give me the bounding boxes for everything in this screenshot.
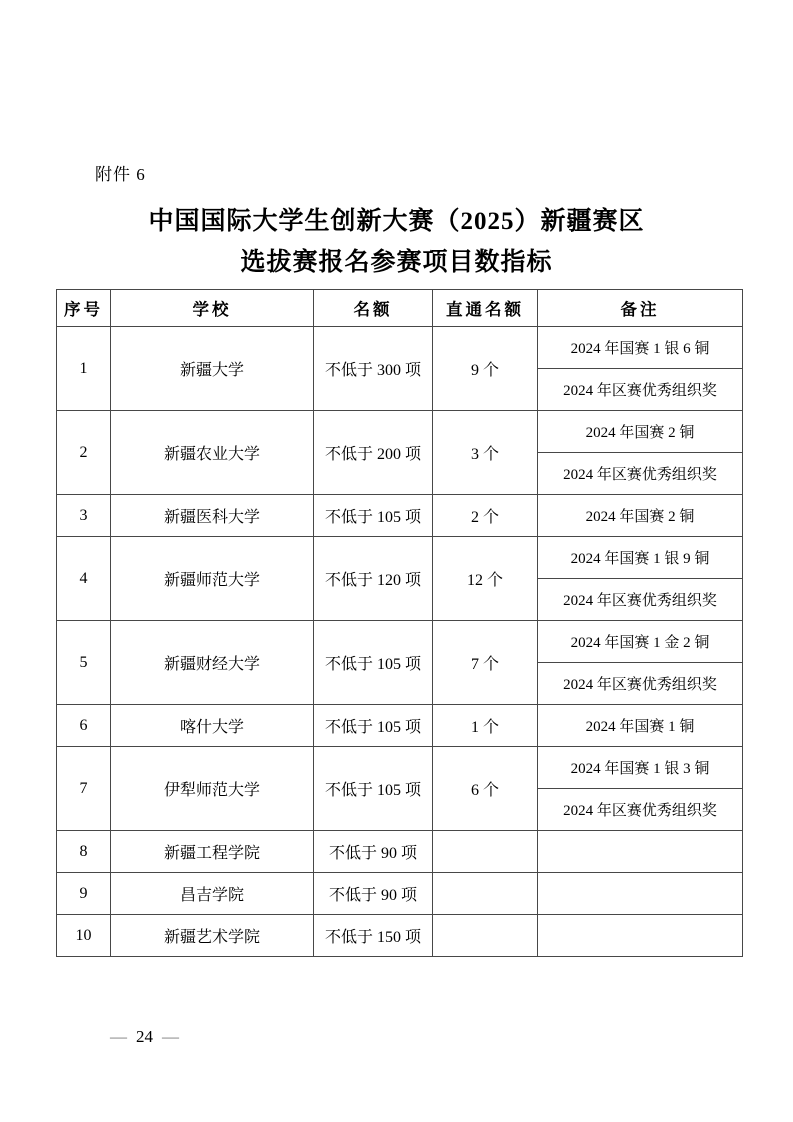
cell-school: 新疆艺术学院	[111, 915, 314, 957]
footer-page-number: 24	[136, 1027, 153, 1046]
cell-no: 3	[57, 495, 111, 537]
cell-direct	[433, 915, 538, 957]
cell-quota: 不低于 105 项	[314, 621, 433, 705]
cell-direct	[433, 831, 538, 873]
footer-dash-left: —	[110, 1027, 127, 1046]
cell-remark: 2024 年国赛 2 铜	[538, 495, 743, 537]
table-row	[57, 747, 743, 789]
cell-quota: 不低于 300 项	[314, 327, 433, 411]
header-school: 学校	[111, 290, 314, 327]
document-title-line2: 选拔赛报名参赛项目数指标	[240, 249, 553, 276]
cell-no: 8	[57, 831, 111, 873]
table-header-row	[57, 290, 743, 327]
cell-remark	[538, 915, 743, 957]
cell-remark: 2024 年国赛 1 金 2 铜	[538, 621, 743, 663]
cell-remark: 2024 年国赛 1 银 3 铜	[538, 747, 743, 789]
cell-quota: 不低于 105 项	[314, 495, 433, 537]
cell-school: 新疆工程学院	[111, 831, 314, 873]
cell-direct: 12 个	[433, 537, 538, 621]
attachment-label: 附件 6	[95, 165, 146, 184]
cell-remark: 2024 年区赛优秀组织奖	[538, 789, 743, 831]
cell-quota: 不低于 90 项	[314, 831, 433, 873]
header-quota: 名额	[314, 290, 433, 327]
table-row	[57, 495, 743, 537]
cell-remark: 2024 年国赛 2 铜	[538, 411, 743, 453]
cell-direct: 2 个	[433, 495, 538, 537]
cell-remark	[538, 831, 743, 873]
table-row	[57, 327, 743, 369]
cell-direct: 6 个	[433, 747, 538, 831]
cell-direct: 7 个	[433, 621, 538, 705]
table-row	[57, 873, 743, 915]
table-row	[57, 621, 743, 663]
cell-no: 7	[57, 747, 111, 831]
cell-school: 新疆医科大学	[111, 495, 314, 537]
cell-no: 5	[57, 621, 111, 705]
cell-quota: 不低于 90 项	[314, 873, 433, 915]
header-direct: 直通名额	[433, 290, 538, 327]
cell-school: 喀什大学	[111, 705, 314, 747]
cell-no: 1	[57, 327, 111, 411]
cell-direct: 1 个	[433, 705, 538, 747]
cell-remark	[538, 873, 743, 915]
header-remarks: 备注	[538, 290, 743, 327]
document-title	[0, 201, 793, 283]
document-title-line1: 中国国际大学生创新大赛（2025）新疆赛区	[148, 208, 645, 235]
quota-table	[56, 289, 743, 957]
cell-no: 2	[57, 411, 111, 495]
cell-quota: 不低于 200 项	[314, 411, 433, 495]
cell-school: 昌吉学院	[111, 873, 314, 915]
cell-school: 新疆大学	[111, 327, 314, 411]
cell-school: 伊犁师范大学	[111, 747, 314, 831]
page-footer	[101, 1027, 188, 1047]
cell-no: 6	[57, 705, 111, 747]
cell-direct: 9 个	[433, 327, 538, 411]
cell-remark: 2024 年区赛优秀组织奖	[538, 663, 743, 705]
cell-remark: 2024 年区赛优秀组织奖	[538, 369, 743, 411]
table-row	[57, 831, 743, 873]
header-no: 序号	[57, 290, 111, 327]
cell-remark: 2024 年区赛优秀组织奖	[538, 579, 743, 621]
cell-school: 新疆师范大学	[111, 537, 314, 621]
cell-no: 9	[57, 873, 111, 915]
footer-dash-right: —	[162, 1027, 179, 1046]
cell-quota: 不低于 105 项	[314, 705, 433, 747]
table-row	[57, 705, 743, 747]
cell-quota: 不低于 105 项	[314, 747, 433, 831]
cell-remark: 2024 年区赛优秀组织奖	[538, 453, 743, 495]
table-row	[57, 411, 743, 453]
cell-remark: 2024 年国赛 1 铜	[538, 705, 743, 747]
cell-no: 4	[57, 537, 111, 621]
table-row	[57, 915, 743, 957]
cell-school: 新疆农业大学	[111, 411, 314, 495]
cell-remark: 2024 年国赛 1 银 9 铜	[538, 537, 743, 579]
table-body	[57, 327, 743, 957]
cell-direct: 3 个	[433, 411, 538, 495]
cell-remark: 2024 年国赛 1 银 6 铜	[538, 327, 743, 369]
cell-quota: 不低于 120 项	[314, 537, 433, 621]
cell-no: 10	[57, 915, 111, 957]
cell-school: 新疆财经大学	[111, 621, 314, 705]
table-row	[57, 537, 743, 579]
cell-direct	[433, 873, 538, 915]
cell-quota: 不低于 150 项	[314, 915, 433, 957]
